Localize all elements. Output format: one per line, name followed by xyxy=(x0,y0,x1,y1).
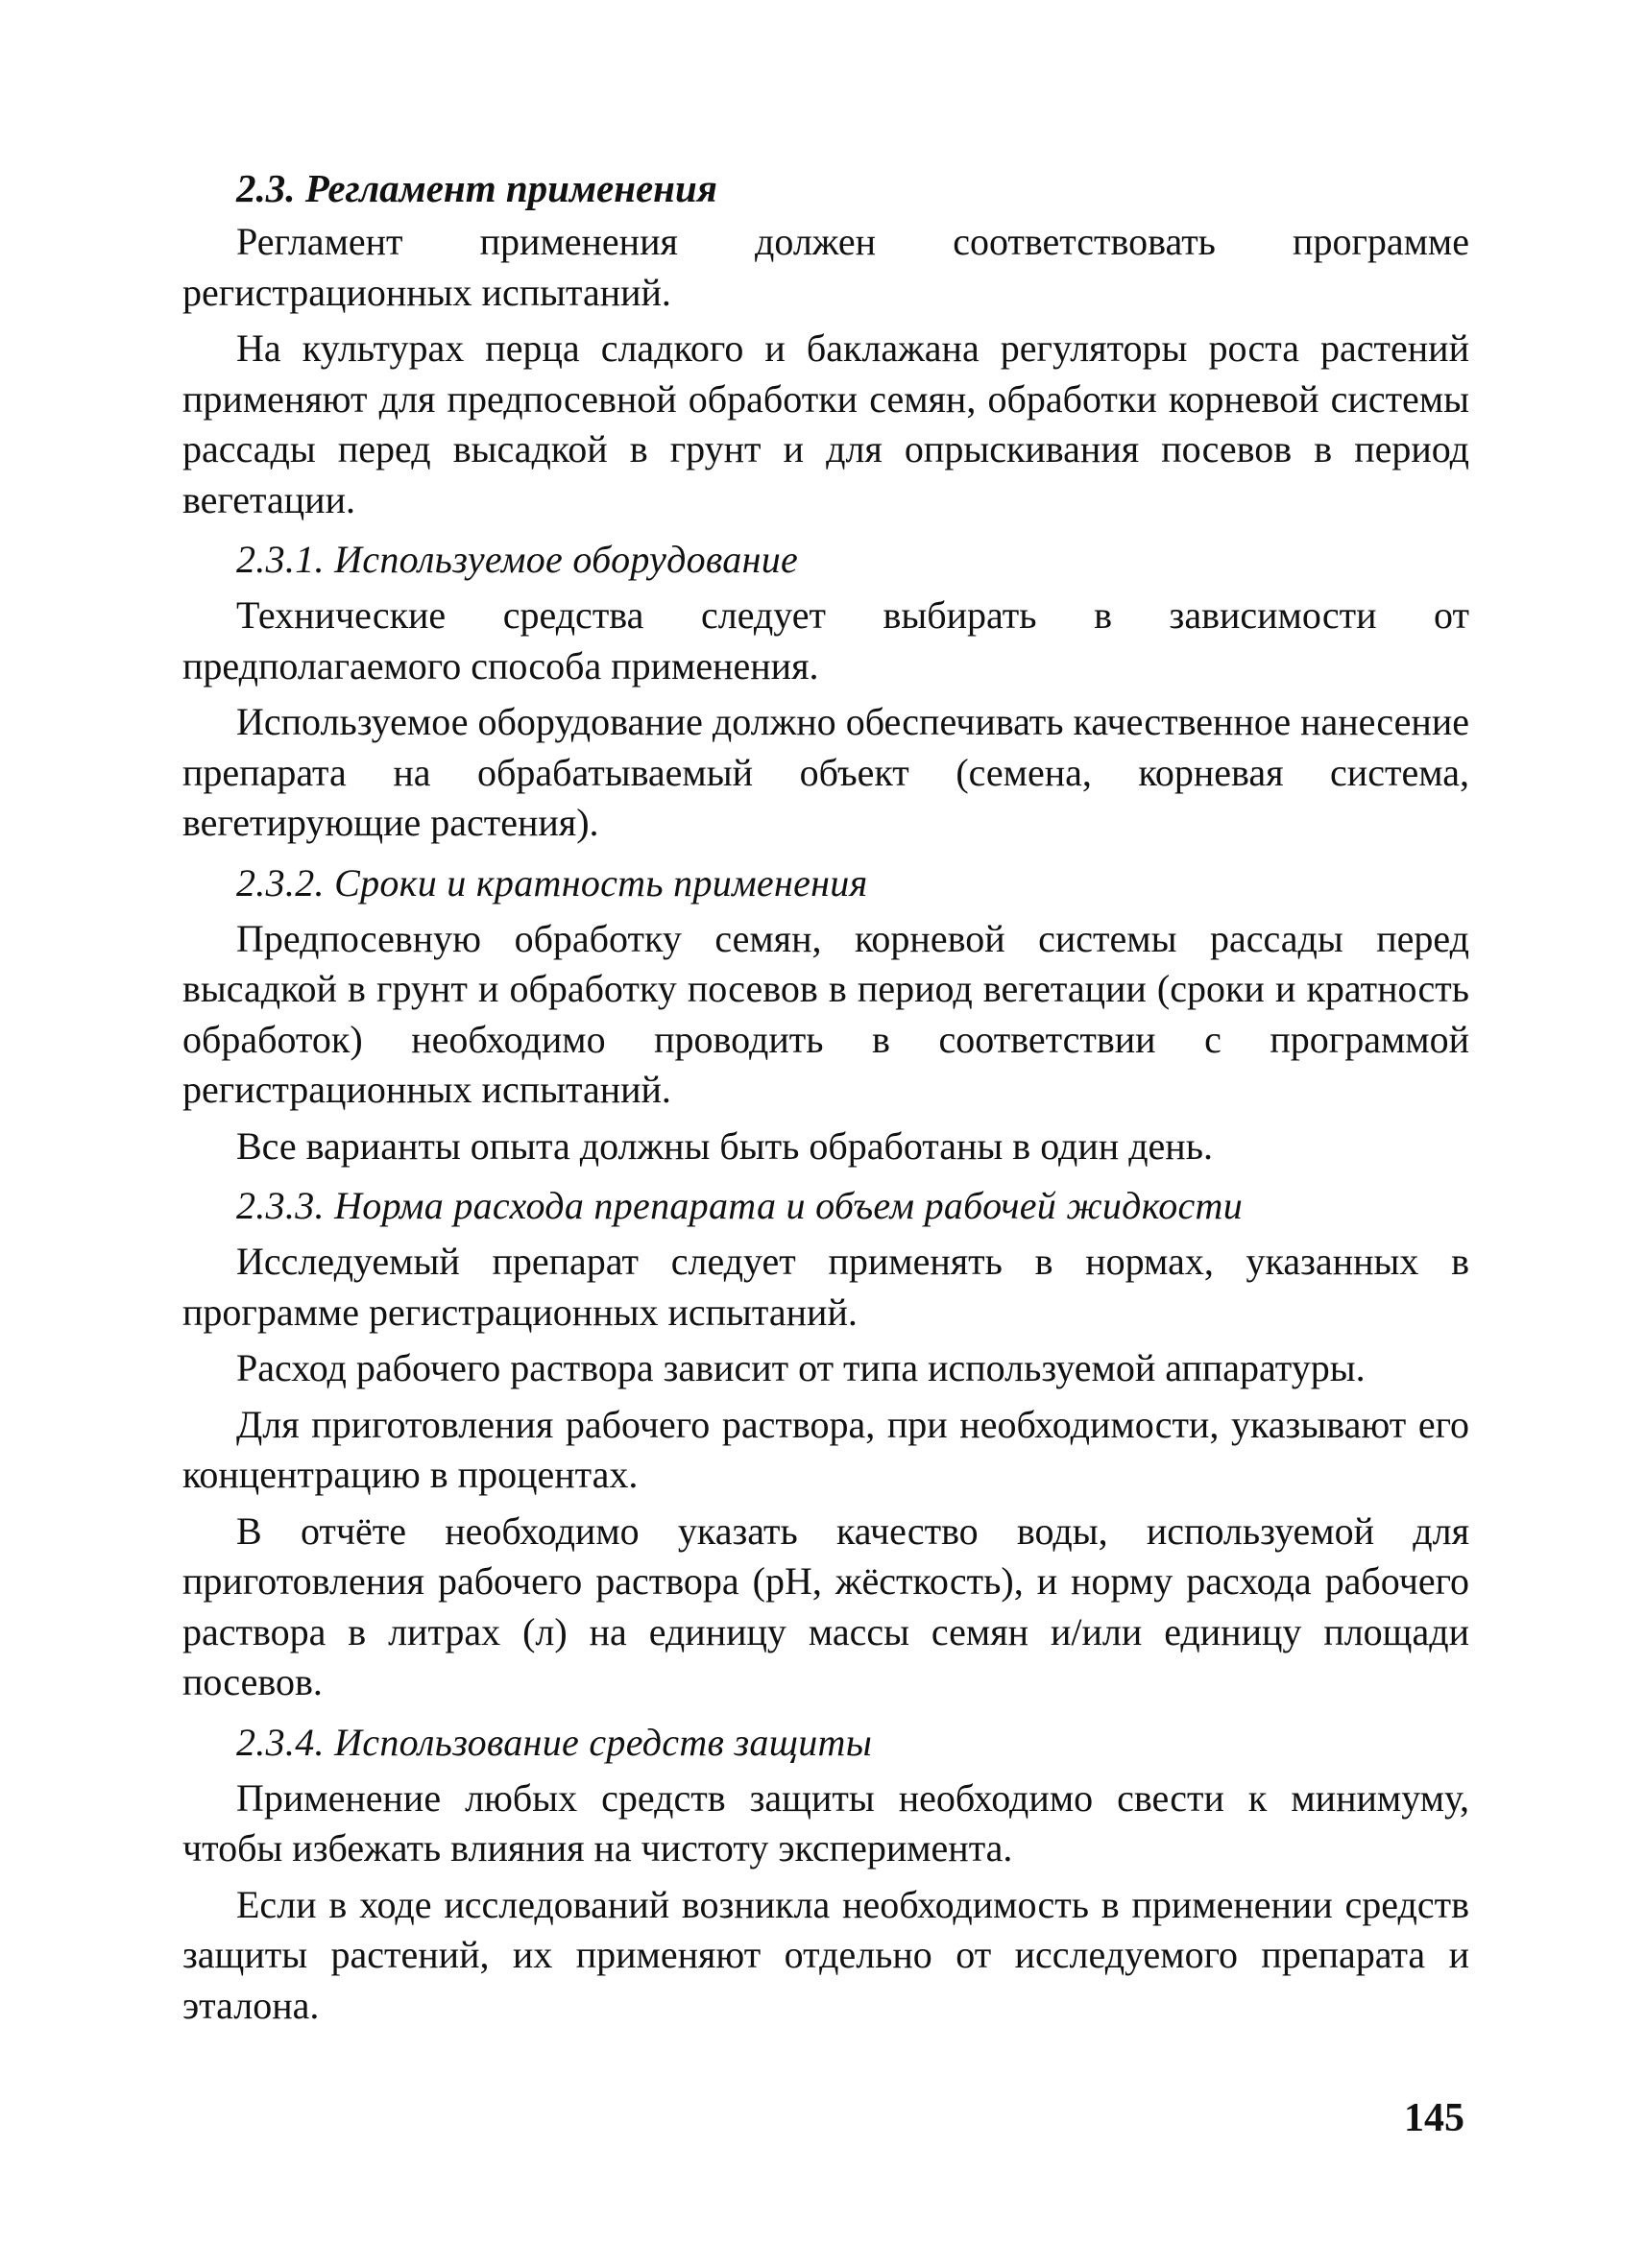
paragraph: Используемое оборудование должно обеспечивать качественное нанесение препарата на обрабатываемый объект (семена, корневая система, вегетирующие растения). xyxy=(182,700,1469,844)
paragraph: Для приготовления рабочего раствора, при необходимости, указывают его концентрацию в процентах. xyxy=(182,1402,1469,1496)
paragraph: Технические средства следует выбирать в зависимости от предполагаемого способа применения. xyxy=(182,593,1469,688)
paragraph: Расход рабочего раствора зависит от типа используемой аппаратуры. xyxy=(236,1346,1366,1389)
paragraph: Если в ходе исследований возникла необходимость в применении средств защиты растений, их применяют отдельно от исследуемого препарата и эталона. xyxy=(182,1882,1469,2027)
subsection-title: 2.3.1. Используемое оборудование xyxy=(236,538,799,581)
section-title: 2.3. Регламент применения xyxy=(236,166,717,210)
paragraph: Регламент применения должен соответствовать программе регистрационных испытаний. xyxy=(182,220,1469,314)
paragraph: На культурах перца сладкого и баклажана регуляторы роста растений применяют для предпосевной обработки семян, обработки корневой системы рассады перед высадкой в грунт и для опрыскивания посевов в период вегетации. xyxy=(182,326,1469,521)
paragraph: Все варианты опыта должны быть обработаны в один день. xyxy=(236,1123,1213,1168)
subsection-title: 2.3.4. Использование средств защиты xyxy=(236,1720,873,1764)
paragraph: Исследуемый препарат следует применять в нормах, указанных в программе регистрационных испытаний. xyxy=(182,1240,1469,1334)
paragraph: Применение любых средств защиты необходимо свести к минимуму, чтобы избежать влияния на чистоту эксперимента. xyxy=(182,1775,1469,1870)
page-body xyxy=(182,163,1469,2037)
subsection-title: 2.3.3. Норма расхода препарата и объем рабочей жидкости xyxy=(236,1184,1244,1227)
page-number: 145 xyxy=(1404,2096,1464,2140)
subsection-title: 2.3.2. Сроки и кратность применения xyxy=(236,860,868,905)
paragraph: В отчёте необходимо указать качество воды, используемой для приготовления рабочего раствора (рН, жёсткость), и норму расхода рабочего раствора в литрах (л) на единицу массы семян и/или единицу площади посевов. xyxy=(182,1508,1469,1703)
paragraph: Предпосевную обработку семян, корневой системы рассады перед высадкой в грунт и обработку посевов в период вегетации (сроки и кратность обработок) необходимо проводить в соответствии с программой регистрационных испытаний. xyxy=(182,916,1469,1111)
